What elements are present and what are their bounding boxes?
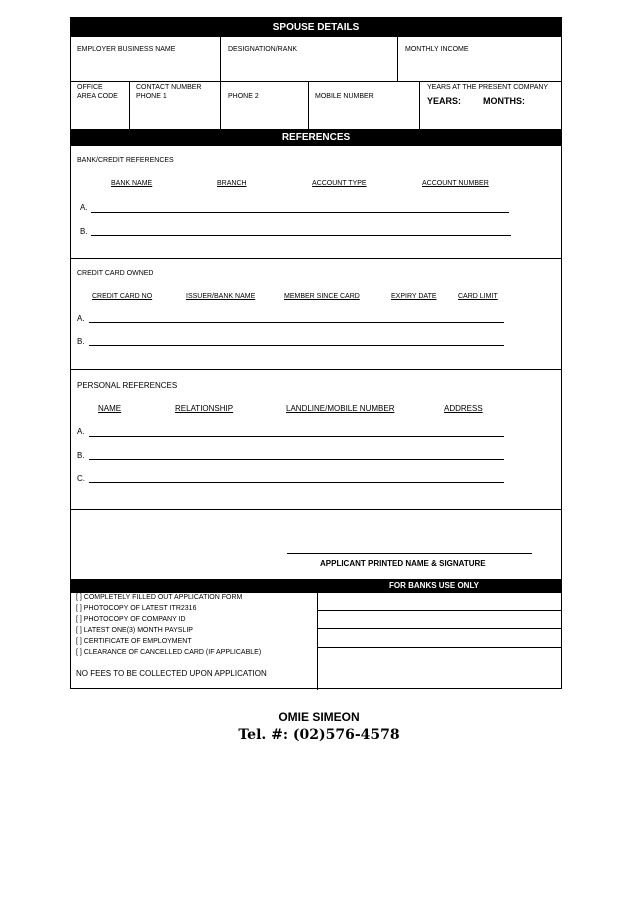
bank-use-bar [71,579,561,593]
years-label: YEARS: [427,96,462,106]
monthly-income-label: MONTHLY INCOME [405,46,469,53]
card-row-a-line[interactable] [89,322,504,323]
employer-business-name-label: EMPLOYER BUSINESS NAME [77,46,176,53]
card-row-a-label: A. [77,314,85,323]
expiry-date-col: EXPIRY DATE [391,293,437,300]
divider [71,81,561,82]
bank-credit-references-title: BANK/CREDIT REFERENCES [77,157,174,164]
credit-card-no-col: CREDIT CARD NO [92,293,153,300]
spouse-details-header: SPOUSE DETAILS [71,18,561,37]
landline-mobile-col: LANDLINE/MOBILE NUMBER [286,404,395,413]
checklist-item: [ ] PHOTOCOPY OF LATEST ITR2316 [76,605,197,612]
branch-col: BRANCH [217,180,247,187]
checklist-item: [ ] PHOTOCOPY OF COMPANY ID [76,616,186,623]
divider [317,593,318,690]
issuer-bank-name-col: ISSUER/BANK NAME [186,293,256,300]
divider [71,369,561,370]
personal-row-b-label: B. [77,451,85,460]
signature-label: APPLICANT PRINTED NAME & SIGNATURE [320,559,486,568]
bank-use-line [317,628,562,629]
card-row-b-label: B. [77,337,85,346]
signature-line[interactable] [287,553,532,554]
designation-rank-label: DESIGNATION/RANK [228,46,298,53]
credit-card-owned-title: CREDIT CARD OWNED [77,270,154,277]
bank-use-line [317,610,562,611]
agent-name: OMIE SIMEON [278,710,360,724]
area-code-label: AREA CODE [77,93,118,100]
checklist-item: [ ] CLEARANCE OF CANCELLED CARD (IF APPLICABLE) [76,649,262,656]
references-header: REFERENCES [71,129,561,146]
personal-row-c-line[interactable] [89,482,504,483]
divider [419,81,420,132]
personal-references-title: PERSONAL REFERENCES [77,381,178,390]
personal-row-b-line[interactable] [89,459,504,460]
name-col: NAME [98,404,122,413]
card-row-b-line[interactable] [89,345,504,346]
bank-row-a-label: A. [80,203,88,212]
bank-name-col: BANK NAME [111,180,153,187]
divider [308,81,309,132]
application-form [70,17,562,689]
divider [397,37,398,81]
divider [71,258,561,259]
phone2-label: PHONE 2 [228,93,259,100]
divider [129,81,130,132]
account-type-col: ACCOUNT TYPE [312,180,367,187]
bank-row-b-label: B. [80,227,88,236]
for-banks-use-only-header: FOR BANKS USE ONLY [389,581,479,590]
relationship-col: RELATIONSHIP [175,404,234,413]
personal-row-a-line[interactable] [89,436,504,437]
card-limit-col: CARD LIMIT [458,293,498,300]
personal-row-a-label: A. [77,427,85,436]
address-col: ADDRESS [444,404,483,413]
office-label: OFFICE [77,84,103,91]
months-label: MONTHS: [483,96,525,106]
divider [71,509,561,510]
no-fees-notice: NO FEES TO BE COLLECTED UPON APPLICATION [76,669,267,678]
checklist-item: [ ] LATEST ONE(3) MONTH PAYSLIP [76,627,193,634]
phone1-label: PHONE 1 [136,93,167,100]
bank-row-b-line[interactable] [91,235,511,236]
checklist-item: [ ] COMPLETELY FILLED OUT APPLICATION FORM [76,594,243,601]
bank-use-line [317,647,562,648]
bank-row-a-line[interactable] [91,212,509,213]
checklist-item: [ ] CERTIFICATE OF EMPLOYMENT [76,638,192,645]
contact-number-label: CONTACT NUMBER [136,84,202,91]
personal-row-c-label: C. [77,474,85,483]
mobile-number-label: MOBILE NUMBER [315,93,374,100]
member-since-card-col: MEMBER SINCE CARD [284,293,360,300]
divider [220,37,221,81]
agent-telephone: Tel. #: (02)576-4578 [238,727,400,743]
divider [220,81,221,132]
account-number-col: ACCOUNT NUMBER [422,180,489,187]
years-at-company-label: YEARS AT THE PRESENT COMPANY [427,84,549,91]
